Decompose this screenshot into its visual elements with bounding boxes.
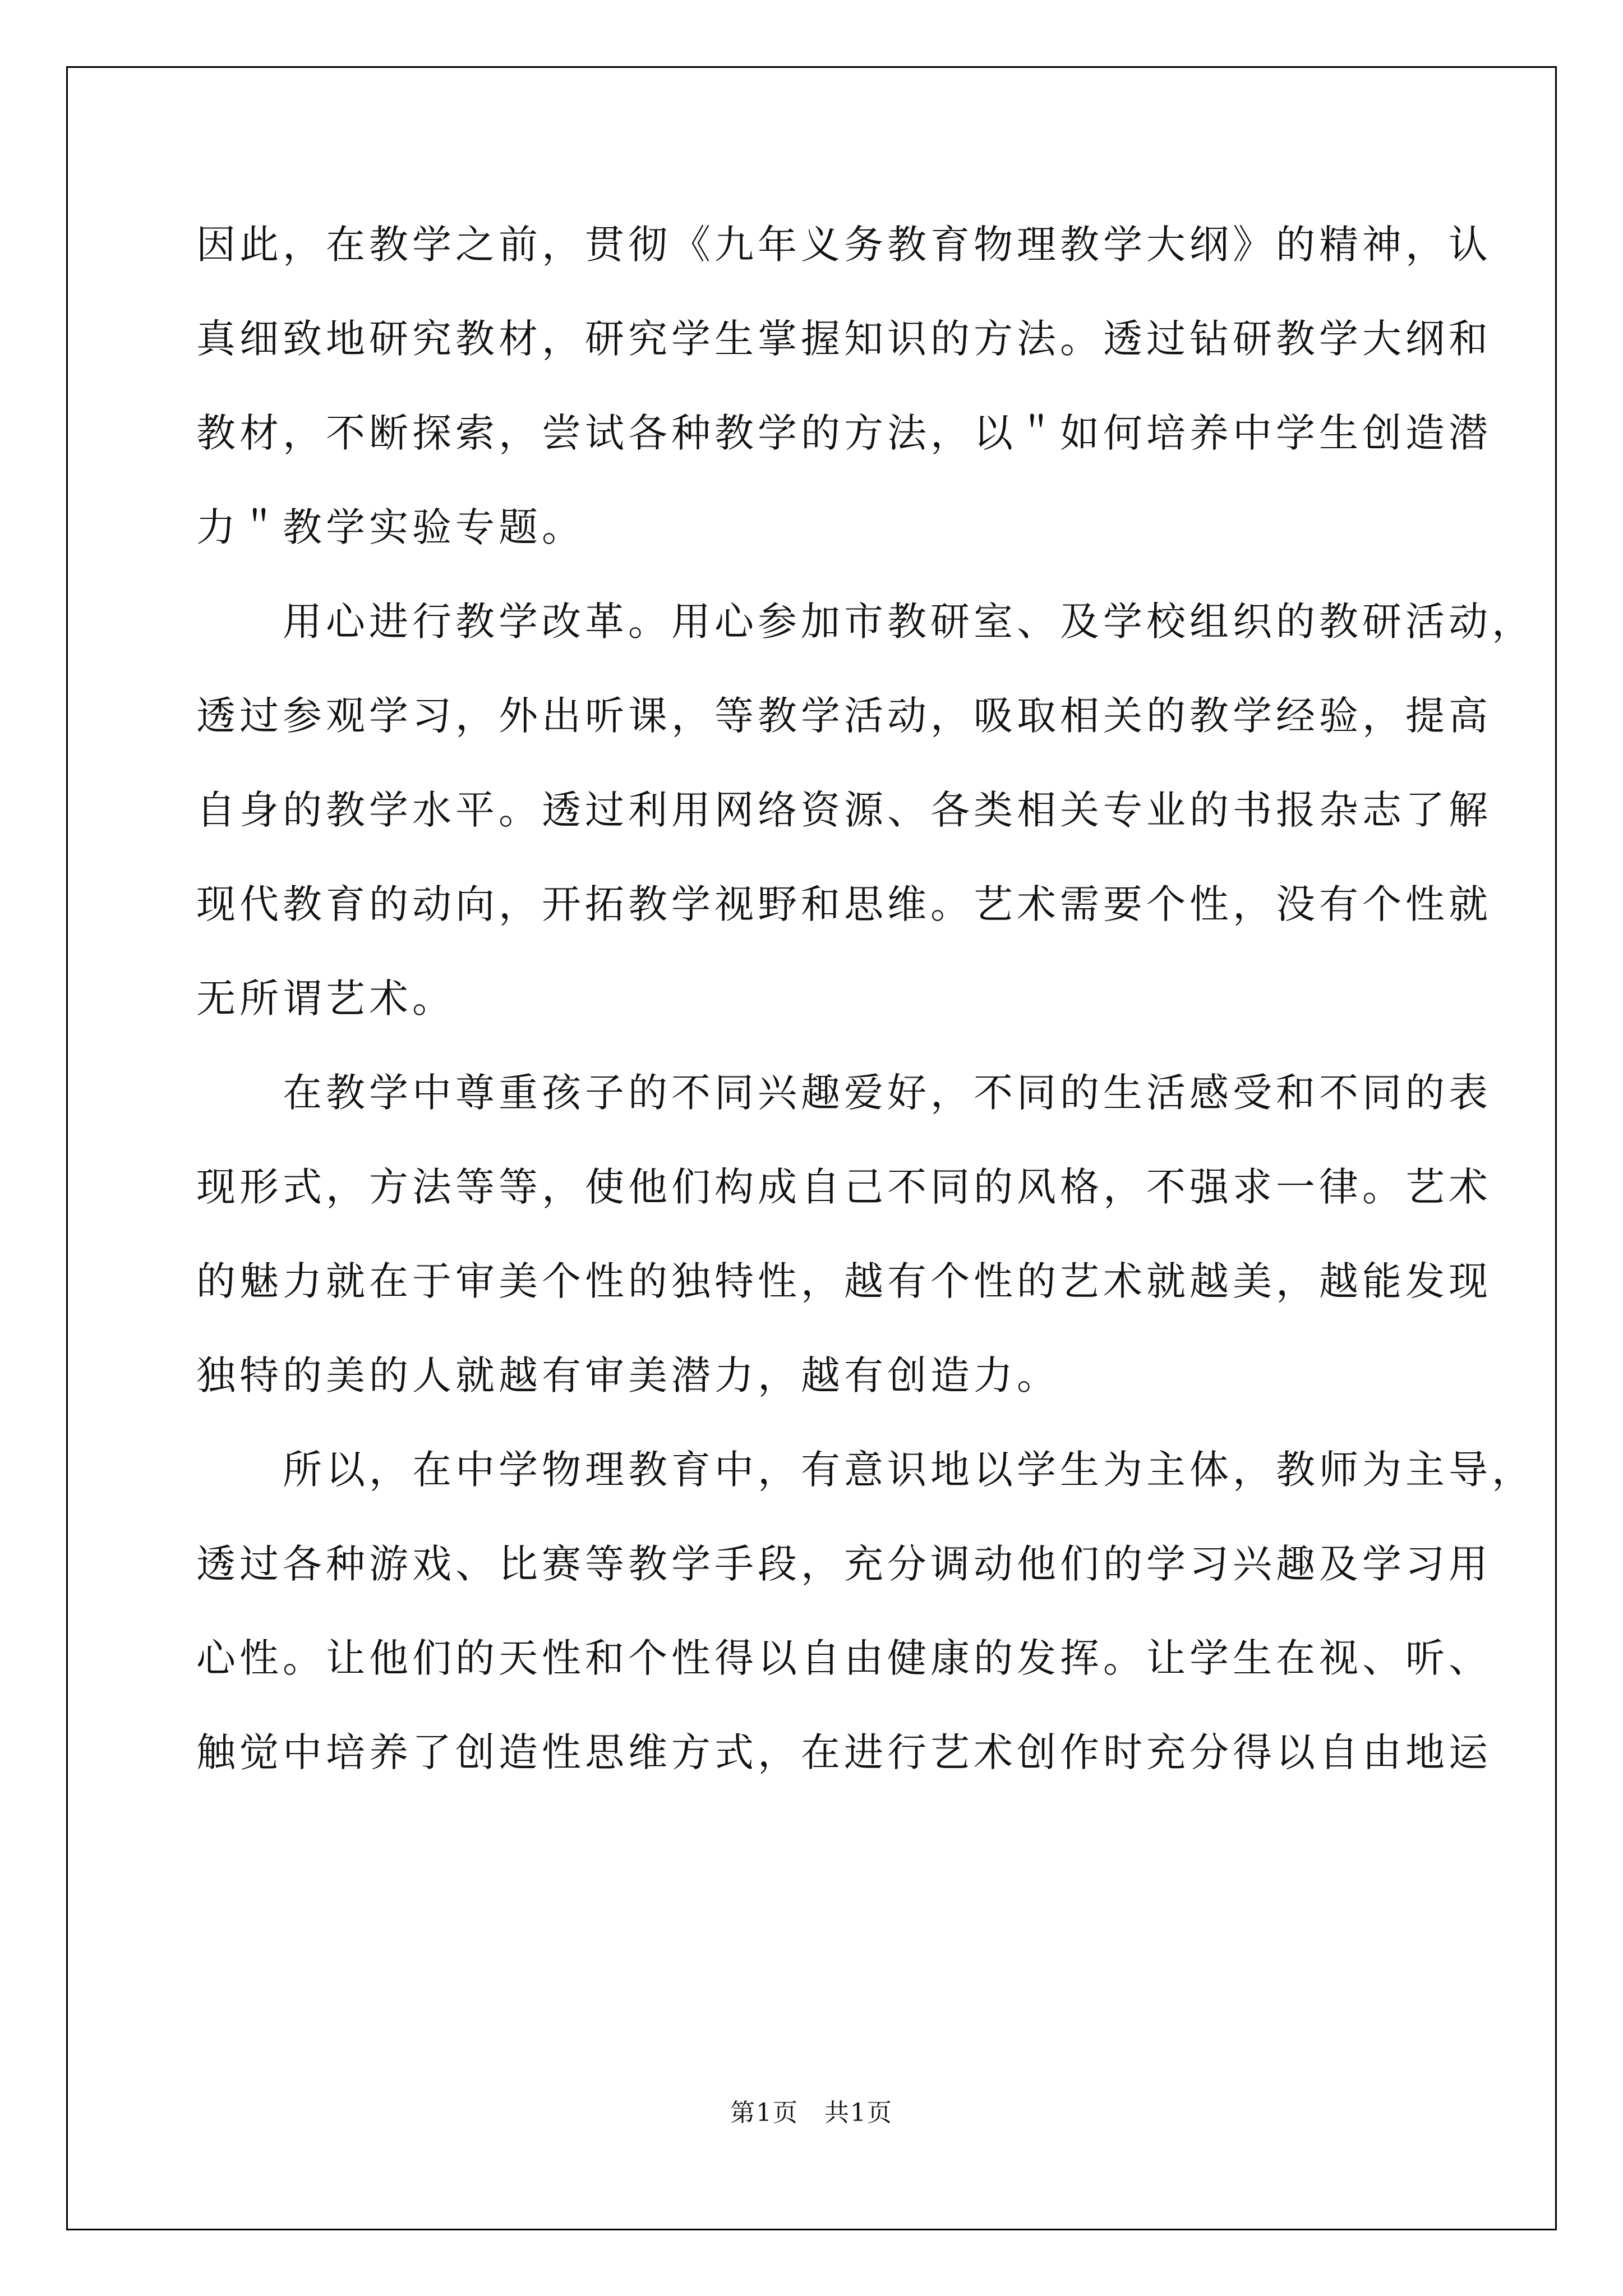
text-line: 触觉中培养了创造性思维方式，在进行艺术创作时充分得以自由地运: [196, 1729, 1492, 1775]
text-line: 用心进行教学改革。用心参加市教研室、及学校组织的教研活动，: [196, 599, 1535, 645]
text-line: 无所谓艺术。: [196, 976, 455, 1022]
document-body: [196, 197, 1535, 1800]
text-line: 现代教育的动向，开拓教学视野和思维。艺术需要个性，没有个性就: [196, 881, 1492, 927]
text-line: 所以，在中学物理教育中，有意识地以学生为主体，教师为主导，: [196, 1447, 1535, 1493]
text-line: 因此，在教学之前，贯彻《九年义务教育物理教学大纲》的精神，认: [196, 222, 1492, 268]
text-line: 透过各种游戏、比赛等教学手段，充分调动他们的学习兴趣及学习用: [196, 1541, 1492, 1587]
page-footer: [0, 2092, 1623, 2128]
text-line: 透过参观学习，外出听课，等教学活动，吸取相关的教学经验，提高: [196, 693, 1492, 739]
page-number-label: 第1页 共1页: [730, 2099, 893, 2127]
text-line: 的魅力就在于审美个性的独特性，越有个性的艺术就越美，越能发现: [196, 1258, 1492, 1304]
text-line: 独特的美的人就越有审美潜力，越有创造力。: [196, 1352, 1060, 1398]
text-line: 教材，不断探索，尝试各种教学的方法，以＂如何培养中学生创造潜: [196, 410, 1492, 456]
text-line: 心性。让他们的天性和个性得以自由健康的发挥。让学生在视、听、: [196, 1635, 1492, 1681]
text-line: 现形式，方法等等，使他们构成自己不同的风格，不强求一律。艺术: [196, 1164, 1492, 1210]
text-line: 力＂教学实验专题。: [196, 504, 585, 550]
text-line: 在教学中尊重孩子的不同兴趣爱好，不同的生活感受和不同的表: [196, 1070, 1492, 1116]
text-line: 真细致地研究教材，研究学生掌握知识的方法。透过钻研教学大纲和: [196, 316, 1492, 362]
text-line: 自身的教学水平。透过利用网络资源、各类相关专业的书报杂志了解: [196, 787, 1492, 833]
